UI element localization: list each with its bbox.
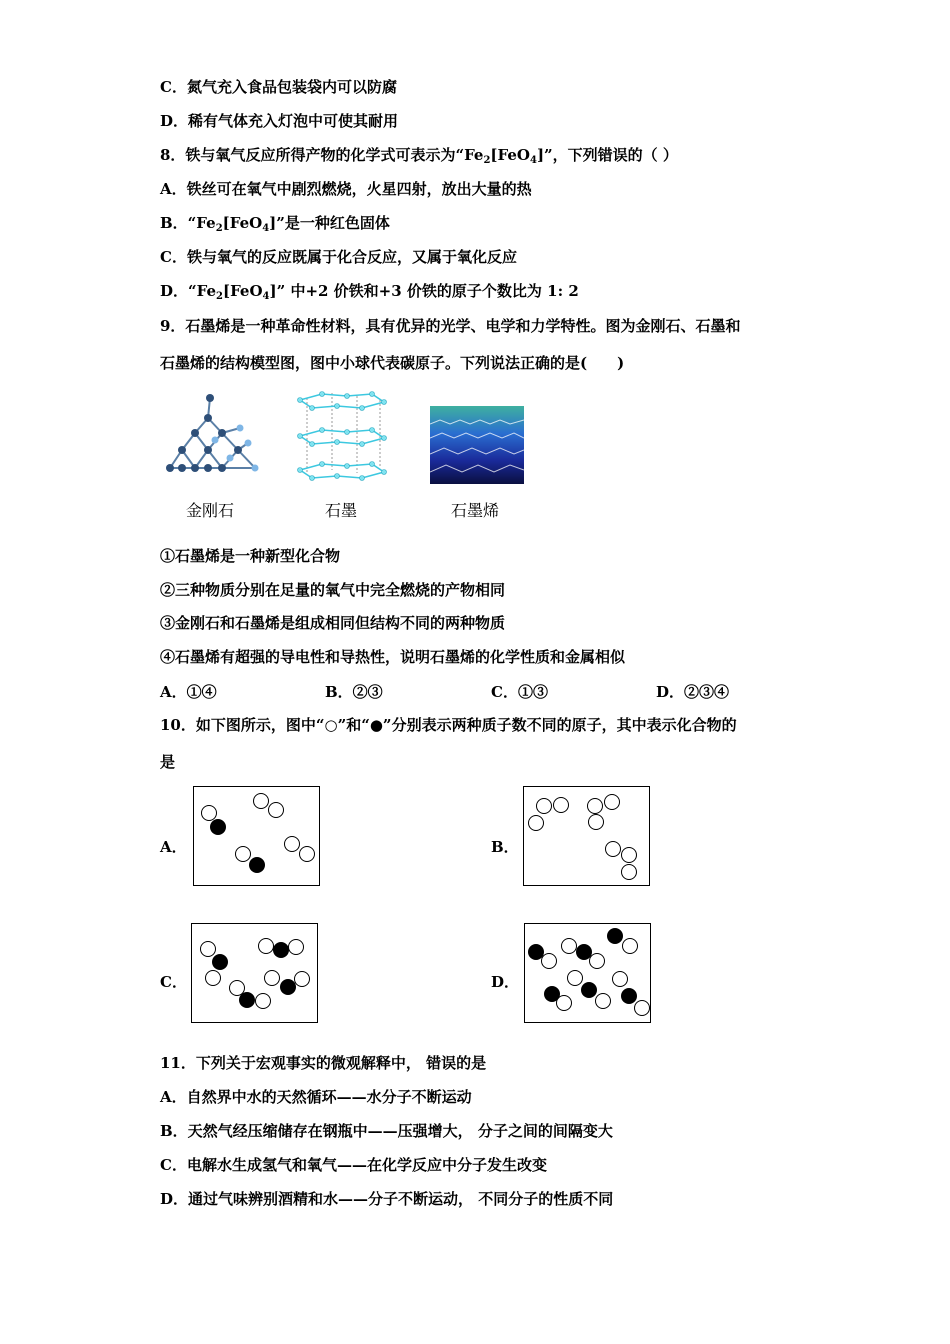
option-10b-box [523,786,650,886]
molecule-diagram-d [525,924,650,1022]
question-10-stem-line1: 10．如下图所示，图中“○”和“●”分别表示两种质子数不同的原子，其中表示化合物的 [160,716,737,734]
option-11b: B．天然气经压缩储存在钢瓶中——压强增大， 分子之间的间隔变大 [160,1122,613,1140]
question-9-stem-line2: 石墨烯的结构模型图，图中小球代表碳原子。下列说法正确的是( ) [160,354,625,372]
question-9-stem-line1: 9．石墨烯是一种革命性材料，具有优异的光学、电学和力学特性。图为金刚石、石墨和 [160,317,741,335]
option-9b: B．②③ [325,683,383,701]
option-9d: D．②③④ [656,683,730,701]
option-10d-box [524,923,651,1023]
option-10d-label: D． [491,973,520,991]
statement-3: ③金刚石和石墨烯是组成相同但结构不同的两种物质 [160,614,506,632]
option-7c: C．氮气充入食品包装袋内可以防腐 [160,78,397,96]
option-8a: A．铁丝可在氧气中剧烈燃烧，火星四射，放出大量的热 [160,180,532,198]
statement-1: ①石墨烯是一种新型化合物 [160,547,341,565]
molecule-diagram-a [194,787,319,885]
option-10b-label: B． [491,838,519,856]
molecule-diagram-c [192,924,317,1022]
option-11a: A．自然界中水的天然循环——水分子不断运动 [160,1088,472,1106]
option-9a: A．①④ [160,683,217,701]
statement-4: ④石墨烯有超强的导电性和导热性，说明石墨烯的化学性质和金属相似 [160,648,626,666]
option-10a-label: A． [160,838,187,856]
option-11d: D．通过气味辨别酒精和水——分子不断运动， 不同分子的性质不同 [160,1190,614,1208]
caption-graphene: 石墨烯 [451,501,500,520]
diamond-structure-figure [160,388,265,483]
statement-2: ②三种物质分别在足量的氧气中完全燃烧的产物相同 [160,581,506,599]
graphene-structure-figure [430,406,524,484]
option-8b: B．“$Fe_2[FeO_4]$”是一种红色固体 [160,214,390,234]
option-8d: D．“$Fe_2[FeO_4]$” 中+2 价铁和+3 价铁的原子个数比为 1: 2 [160,282,579,302]
option-10c-box [191,923,318,1023]
question-8-stem: 8．铁与氧气反应所得产物的化学式可表示为“$Fe_2[FeO_4]$”，下列错误的（ ） [160,146,678,166]
caption-graphite: 石墨 [325,501,358,520]
option-10a-box [193,786,320,886]
graphite-structure-figure [292,388,390,483]
option-7d: D．稀有气体充入灯泡中可使其耐用 [160,112,399,130]
question-10-stem-line2: 是 [160,753,176,771]
option-8c: C．铁与氧气的反应既属于化合反应，又属于氧化反应 [160,248,517,266]
option-9c: C．①③ [491,683,548,701]
caption-diamond: 金刚石 [186,501,235,520]
question-11-stem: 11．下列关于宏观事实的微观解释中， 错误的是 [160,1054,487,1072]
option-10c-label: C． [160,973,187,991]
molecule-diagram-b [524,787,649,885]
option-11c: C．电解水生成氢气和氧气——在化学反应中分子发生改变 [160,1156,547,1174]
